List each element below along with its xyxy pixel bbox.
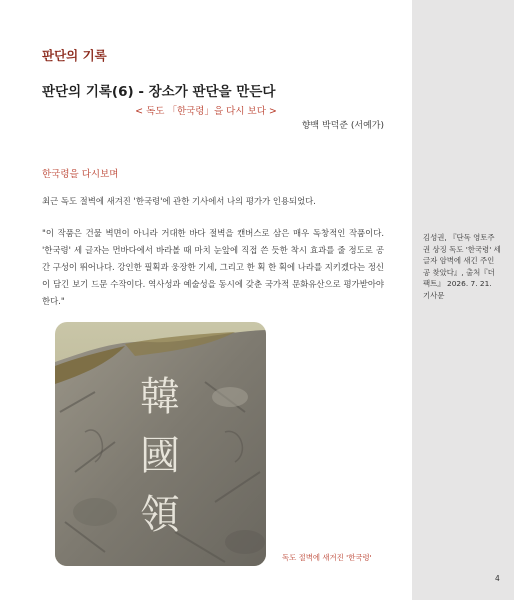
photo-caption: 독도 절벽에 새겨진 '한국령' (282, 553, 372, 562)
svg-text:國: 國 (140, 433, 180, 479)
page-number: 4 (495, 574, 500, 583)
article-subtitle: < 독도 「한국령」을 다시 보다 > (135, 106, 277, 117)
dokdo-cliff-photo (55, 322, 266, 566)
intro-paragraph: 최근 독도 절벽에 새겨진 '한국령'에 관한 기사에서 나의 평가가 인용되었다. (42, 196, 316, 206)
section-label: 판단의 기록 (42, 48, 107, 63)
author-line: 향백 박덕준 (서예가) (301, 121, 384, 131)
sub-heading: 한국령을 다시보며 (42, 169, 119, 180)
article-title: 판단의 기록(6) - 장소가 판단을 만든다 (42, 84, 276, 100)
svg-text:領: 領 (140, 492, 180, 538)
side-note-citation: 김성권, 『단독 영토주권 상징 독도 '한국령' 세 글자 암벽에 새긴 주인공 찾았다』, 출처『더팩트』 2026. 7. 21. 기사문 (423, 233, 501, 300)
svg-text:韓: 韓 (140, 374, 180, 420)
quote-paragraph: "이 작품은 건물 벽면이 아니라 거대한 바다 절벽을 캔버스로 삼은 매우 독창적인 작품이다. '한국령' 세 글자는 먼바다에서 바라볼 때 마치 눈앞에 직접 쓴 듯한 착시 효과를 줄 정도로 공간 구성이 뛰어나다. 강인한 필획과 웅장한 기세, 그리고 한 획 한 획에 나라를 지키겠다는 정신이 담긴 보기 드문 수작이다. 역사성과 예술성을 동시에 갖춘 국가적 문화유산으로 평가받아야 한다." (42, 228, 384, 306)
